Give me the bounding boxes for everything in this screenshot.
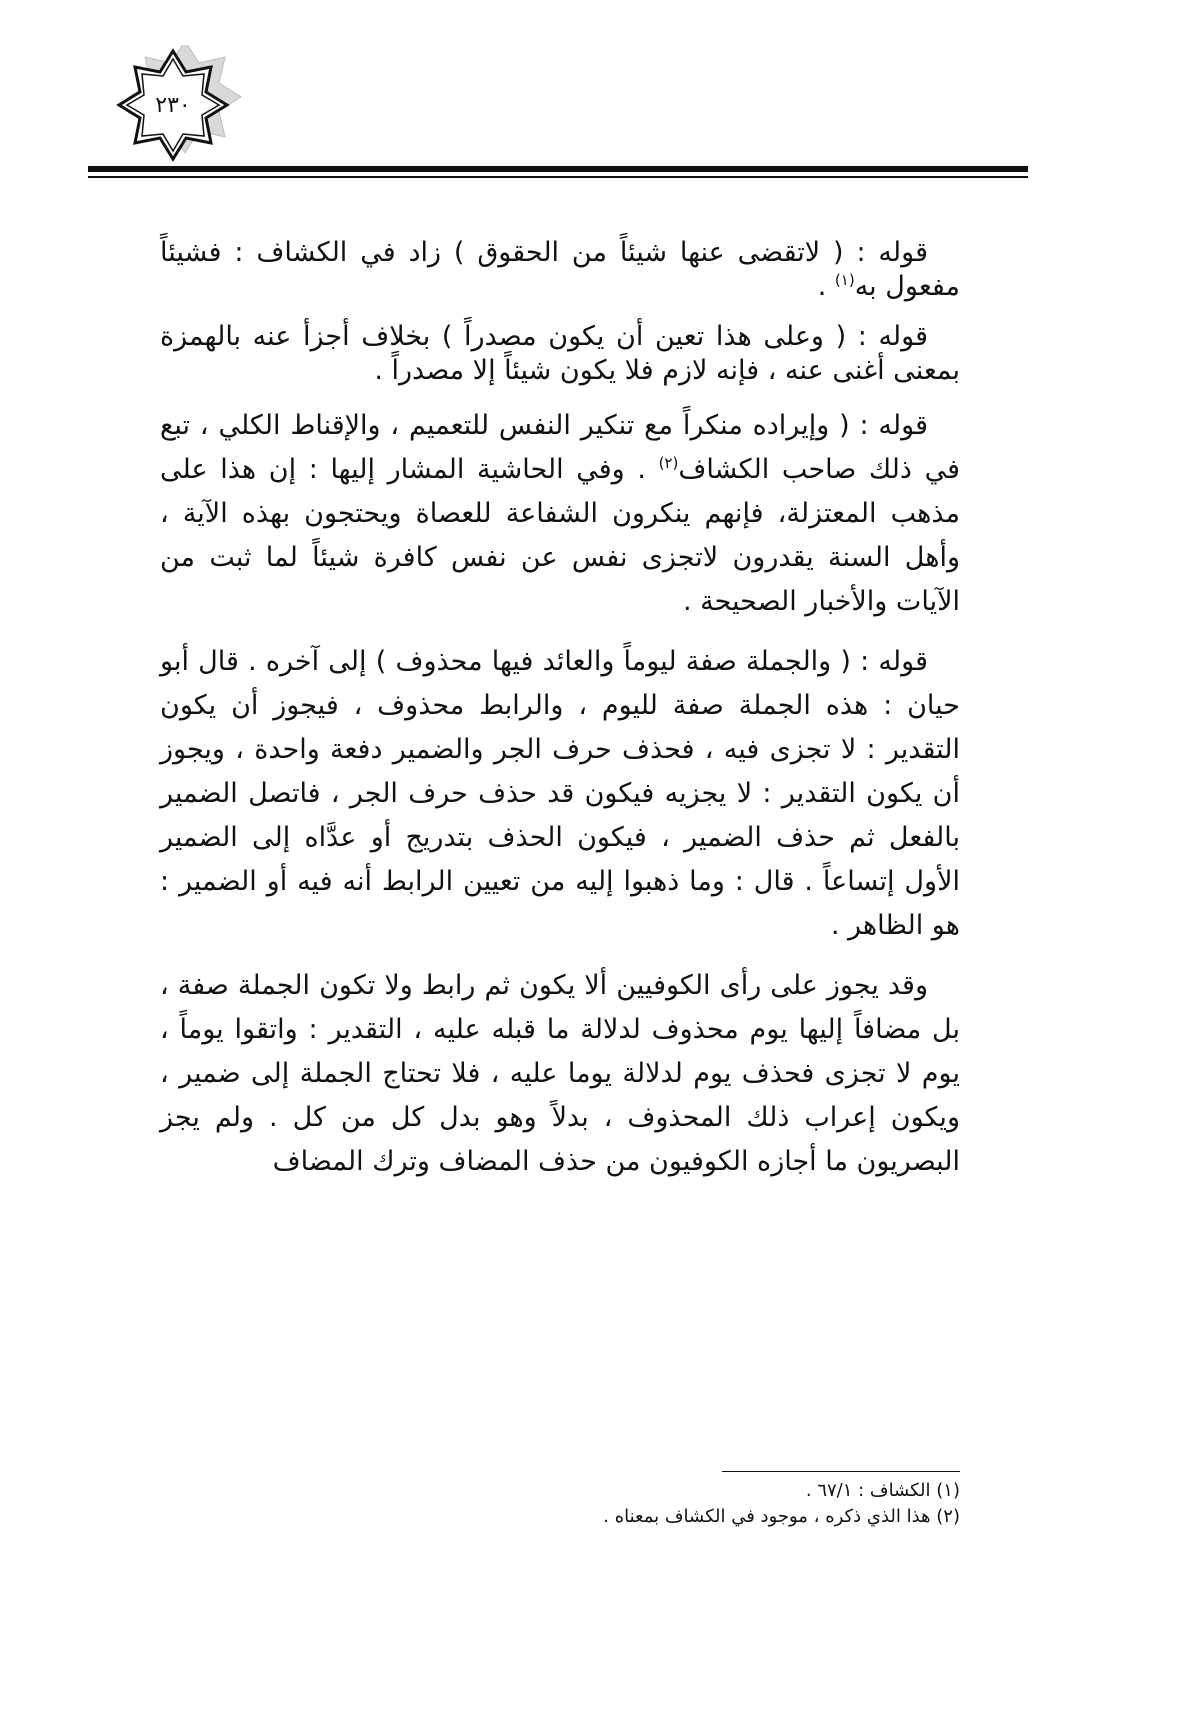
paragraph-3	[160, 404, 960, 624]
footnote-ref-1: (١)	[834, 271, 855, 289]
footnotes	[160, 1478, 960, 1530]
header-rule-thick	[88, 166, 1028, 172]
paragraph-1-text: قوله : ( لاتقضى عنها شيئاً من الحقوق ) زاد في الكشاف : فشيئاً مفعول به	[160, 237, 960, 302]
footnote-1: (١) الكشاف : ٦٧/١ .	[805, 1480, 960, 1501]
footnote-2: (٢) هذا الذي ذكره ، موجود في الكشاف بمعناه .	[603, 1506, 960, 1527]
paragraph-1	[160, 236, 960, 304]
paragraph-4: قوله : ( والجملة صفة ليوماً والعائد فيها محذوف ) إلى آخره . قال أبو حيان : هذه الجملة صفة لليوم ، والرابط محذوف ، فيجوز أن يكون التقدير : لا تجزى فيه ، فحذف حرف الجر والضمير دفعة واحدة ، ويجوز أن يكون التقدير : لا يجزيه فيكون قد حذف حرف الجر ، فاتصل الضمير بالفعل ثم حذف الضمير ، فيكون الحذف بتدريج أو عدَّاه إلى الضمير الأول إتساعاً . قال : وما ذهبوا إليه من تعيين الرابط أنه فيه أو الضمير : هو الظاهر .	[160, 646, 960, 941]
footnote-ref-2: (٢)	[658, 454, 679, 472]
paragraph-3-continuation: . وفي الحاشية المشار إليها : إن هذا على مذهب المعتزلة، فإنهم ينكرون الشفاعة للعصاة ويحتجون بهذه الآية ، وأهل السنة يقدرون لاتجزى نفس عن نفس كافرة شيئاً لما ثبت من الآيات والأخبار الصحيحة .	[160, 454, 960, 617]
paragraph-3-text: قوله : ( وإيراده منكراً مع تنكير النفس للتعميم ، والإقناط الكلي ، تبع في ذلك صاحب الكشاف	[160, 410, 960, 485]
page-number-badge	[113, 45, 253, 185]
page-number: ٢٣٠	[155, 93, 191, 118]
paragraph-2: قوله : ( وعلى هذا تعين أن يكون مصدراً ) بخلاف أجزأ عنه بالهمزة بمعنى أغنى عنه ، فإنه لازم فلا يكون شيئاً إلا مصدراً .	[160, 321, 960, 386]
header-rule-thin	[88, 176, 1028, 178]
paragraph-5: وقد يجوز على رأى الكوفيين ألا يكون ثم رابط ولا تكون الجملة صفة ، بل مضافاً إليها يوم محذوف لدلالة ما قبله عليه ، التقدير : واتقوا يوماً ، يوم لا تجزى فحذف يوم لدلالة يوما عليه ، فلا تحتاج الجملة إلى ضمير ، ويكون إعراب ذلك المحذوف ، بدلاً وهو بدل كل من كل . ولم يجز البصريون ما أجازه الكوفيون من حذف المضاف وترك المضاف	[160, 970, 960, 1177]
footnote-separator	[722, 1471, 960, 1472]
paragraph-1-end: .	[817, 271, 835, 302]
body-text	[160, 236, 960, 1200]
